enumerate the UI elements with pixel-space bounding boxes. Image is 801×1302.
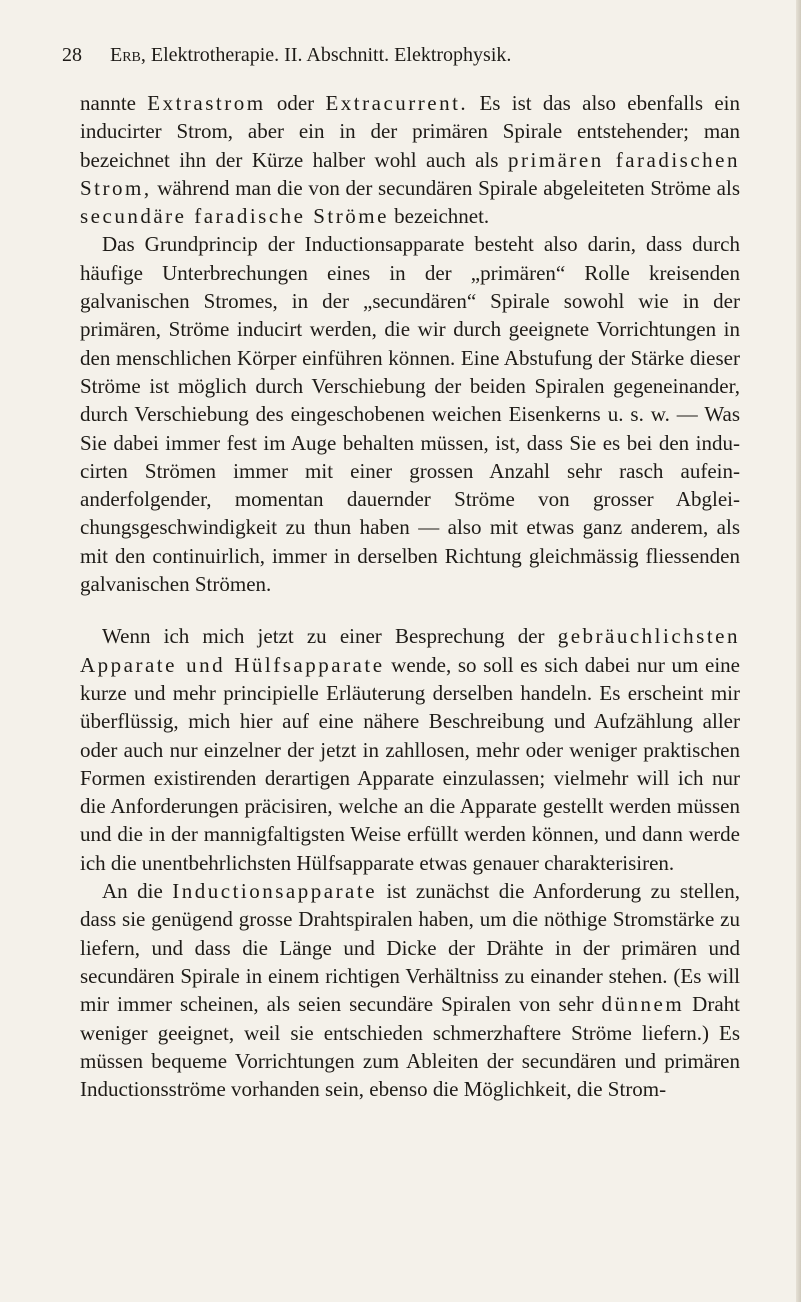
book-title: , Elektrotherapie. II. Abschnitt. Elektrophysik. [140, 44, 512, 66]
text-segment: während man die von der secundären Spirale abgeleiteten Ströme als [151, 175, 740, 200]
spaced-term: secundäre faradische Ströme [80, 204, 389, 229]
paragraph-extrastrom [80, 89, 740, 230]
running-head-title [110, 40, 511, 70]
text-segment: nannte [80, 91, 148, 115]
body-text [80, 89, 740, 1103]
spaced-term: primären faradischen Strom, [80, 147, 740, 200]
text-segment: An die [102, 879, 173, 904]
text-segment: ist zunächst die Anforderung zu stellen, dass sie genügend grosse Drahtspiralen haben, um die nöthige Stromstärke zu liefern, und dass die Länge und Dicke der Drähte in der primären und secundären Spirale in einem richtigen Verhältniss zu einander stehen. (Es will mir immer scheinen, als seien secundäre Spiralen von sehr [80, 879, 740, 1017]
text-segment: Wenn ich mich jetzt zu einer Besprechung der [102, 624, 558, 649]
paragraph-inductionsapparate [80, 877, 740, 1103]
text-segment: Draht weniger geeignet, weil sie entschieden schmerzhaftere Ströme liefern.) Es müssen bequeme Vorrichtungen zum Ableiten der secundären und primären Inductionsströme vorhanden sein, ebenso die Möglichkeit, die Strom- [80, 992, 740, 1102]
page-number: 28 [62, 44, 82, 66]
text-segment: wende, so soll es sich dabei nur um eine kurze und mehr principielle Erläuterung derselben handeln. Es erscheint mir überflüssig, mich hier auf eine nähere Beschreibung und Aufzählung aller oder auch nur einzelner der jetzt in zahllosen, mehr oder weniger praktischen Formen existirenden derartigen Apparate einzulassen; vielmehr will ich nur die Anforderungen präcisiren, welche an die Apparate gestellt werden müssen und die in der mannigfaltigsten Weise erfüllt werden können, und dann werde ich die unentbehrlichsten Hülfsapparate etwas genauer charakterisiren. [80, 652, 741, 875]
author-name: Erb [110, 44, 141, 66]
text-segment: Das Grundprincip der Inductionsapparate besteht also darin, dass durch häufige Unterbrechungen eines in der „primären“ Rolle kreisenden galvanischen Stromes, in der „secundären“ Spirale sowohl wie in der primären, Ströme inducirt werden, die wir durch geeignete Vorrichtungen in den menschlichen Körper einführen können. Eine Abstufung der Stärke dieser Ströme ist möglich durch Verschiebung der beiden Spiralen gegeneinander, durch Verschiebung des eingeschobenen weichen Eisenkerns u. s. w. — Was Sie dabei immer fest im Auge behalten müssen, ist, dass Sie es bei den inducirten Strömen immer mit einer grossen Anzahl sehr rasch aufeinanderfolgender, momentan dauernder Ströme von grosser Abgleichungsgeschwindigkeit zu thun haben — also mit etwas ganz anderem, als mit den continuirlich, immer in derselben Richtung gleichmässig fliessenden galvanischen Strömen. [80, 232, 740, 597]
text-segment: Es ist das also ebenfalls ein inducirter Strom, aber ein in der primären Spirale entstehender; man bezeichnet ihn der Kürze halber wohl auch als [80, 91, 740, 172]
spaced-term: Extrastrom [147, 91, 266, 115]
page-edge-shadow [796, 0, 801, 1302]
spaced-term: dünnem [601, 992, 685, 1017]
spaced-term: Extracurrent. [325, 91, 469, 115]
text-segment: oder [265, 91, 326, 115]
spaced-term: Inductionsapparate [172, 879, 378, 904]
paragraph-grundprincip [80, 230, 740, 598]
paragraph-apparate [80, 622, 740, 877]
spaced-term: gebräuchlichsten Apparate und Hülfsapparate [80, 624, 740, 677]
text-segment: bezeichnet. [388, 204, 490, 229]
running-header [62, 40, 742, 70]
